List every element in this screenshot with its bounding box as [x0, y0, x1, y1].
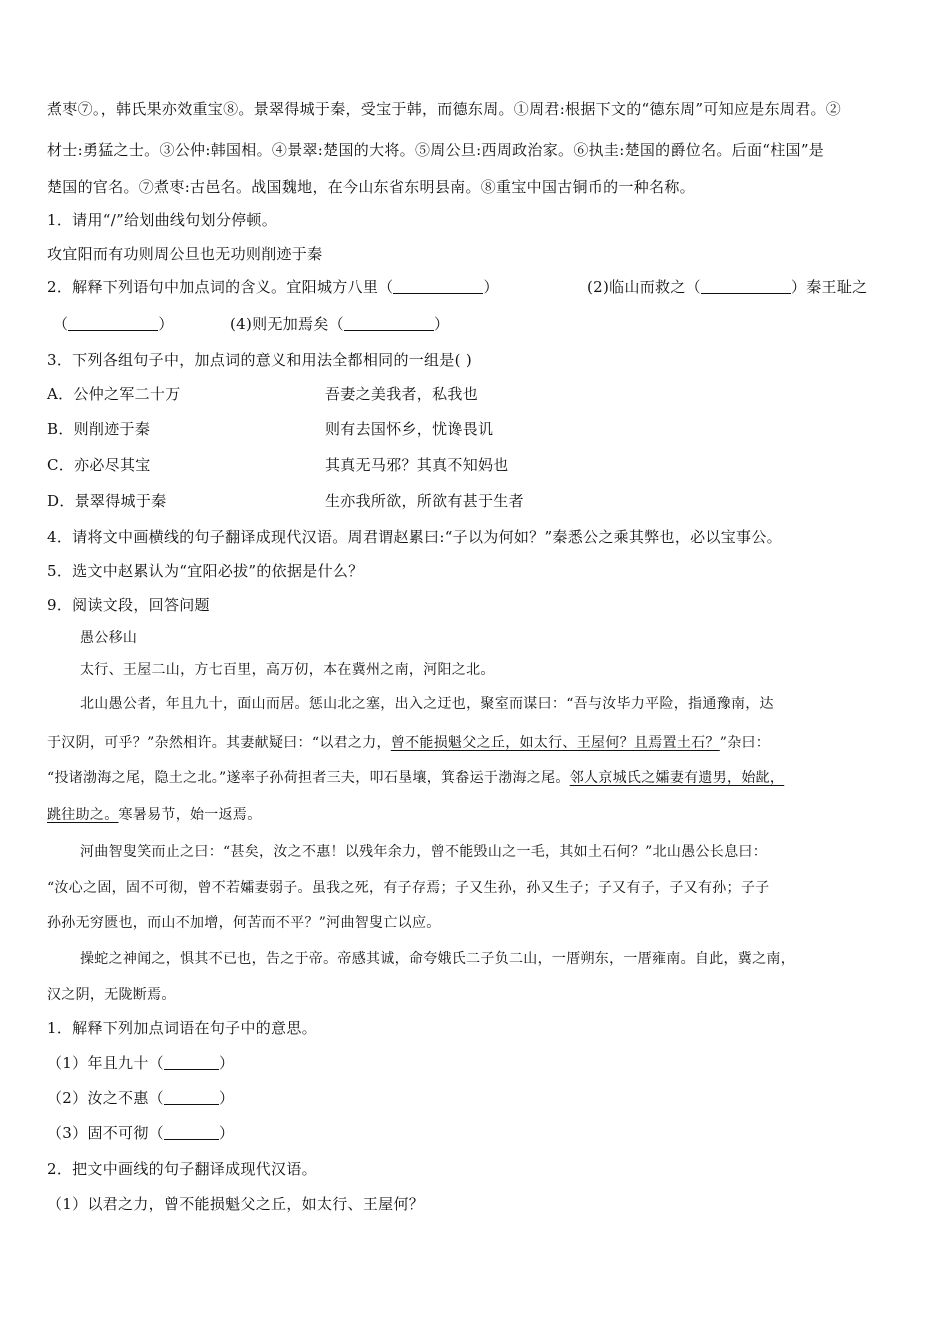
answer-blank-2[interactable]: [701, 279, 791, 294]
option-a: [47, 384, 910, 404]
sub-question-1-prompt: 1．解释下列加点词语在句子中的意思。: [47, 1019, 317, 1037]
answer-blank-3[interactable]: [68, 316, 158, 331]
option-d-right: 生亦我所欲，所欲有甚于生者: [325, 492, 524, 510]
option-a-right: 吾妻之美我者，私我也: [325, 385, 479, 403]
bracket-close: ）: [433, 315, 450, 333]
answer-blank-4[interactable]: [344, 316, 434, 331]
passage-p2-line-4: [47, 805, 910, 825]
item-4-label: (4)则无加焉矣（: [230, 315, 344, 333]
option-b-left: B．则削迹于秦: [47, 420, 151, 438]
bracket-close: ）: [483, 278, 499, 296]
option-a-left: A．公仲之军二十万: [47, 385, 181, 403]
underlined-sentence-1: 曾不能损魁父之丘，如太行、王屋何？且焉置土石？: [390, 735, 720, 751]
answer-blank[interactable]: [164, 1090, 219, 1105]
item-label: （2）汝之不惠（: [47, 1089, 164, 1107]
answer-blank[interactable]: [164, 1125, 219, 1140]
notes-line-3: 楚国的官名。⑦煮枣:古邑名。战国魏地，在今山东省东明县南。⑧重宝中国古铜币的一种名称。: [47, 178, 695, 196]
sub-question-2-prompt: 2．把文中画线的句子翻译成现代汉语。: [47, 1160, 317, 1178]
underlined-sentence-2: 邻人京城氏之孀妻有遗男，始龀，: [569, 770, 785, 786]
question-5-prompt: 5．选文中赵累认为“宜阳必拔”的依据是什么？: [47, 562, 364, 580]
underlined-sentence-2-end: 跳往助之。: [47, 807, 119, 823]
sub-question-1-item-3: [47, 1123, 910, 1143]
bracket-close: ）: [158, 315, 174, 333]
passage-p1: 太行、王屋二山，方七百里，高万仞，本在冀州之南，河阳之北。: [80, 662, 495, 678]
option-d-left: D．景翠得城于秦: [47, 492, 167, 510]
answer-blank-1[interactable]: [393, 279, 483, 294]
question-4-prompt: 4．请将文中画横线的句子翻译成现代汉语。周君谓赵累曰:“子以为何如？”秦悉公之乘其弊也，必以宝事公。: [47, 528, 782, 546]
passage-p3-line-3: 孙孙无穷匮也，而山不加增，何苦而不平？”河曲智叟亡以应。: [47, 915, 441, 931]
p2-line-2-tail: ”杂曰：: [719, 735, 771, 751]
question-3-prompt: 3．下列各组句子中，加点词的意义和用法全都相同的一组是( ): [47, 351, 473, 369]
question-2-line-2: [53, 314, 910, 334]
sub-question-2-item-1: （1）以君之力，曾不能损魁父之丘，如太行、王屋何？: [47, 1195, 425, 1213]
passage-p2-line-3: [47, 768, 910, 788]
question-1-prompt: 1．请用“/”给划曲线句划分停顿。: [47, 211, 278, 229]
section-9-heading: 9．阅读文段，回答问题: [47, 596, 210, 614]
passage-p2-line-1: 北山愚公者，年且九十，面山而居。惩山北之塞，出入之迂也，聚室而谋曰：“吾与汝毕力平险，指通豫南，达: [80, 696, 774, 712]
passage-p4-line-2: 汉之阴，无陇断焉。: [47, 987, 176, 1003]
notes-line-2: 材士:勇猛之士。③公仲:韩国相。④景翠:楚国的大将。⑤周公旦:西周政治家。⑥执圭:楚国的爵位名。后面“柱国”是: [47, 141, 825, 159]
option-c-right: 其真无马邪？其真不知妈也: [325, 456, 509, 474]
p2-line-4-text: 寒暑易节，始一返焉。: [118, 807, 262, 823]
bracket-open: （: [53, 315, 69, 333]
option-c: [47, 455, 910, 475]
passage-p2-line-2: [47, 733, 910, 753]
passage-p3-line-2: “汝心之固，固不可彻，曾不若孀妻弱子。虽我之死，有子存焉；子又生孙，孙又生子；子又有子，子又有孙；子子: [47, 880, 770, 896]
item-2-label: (2)临山而救之（: [587, 278, 701, 296]
option-b-right: 则有去国怀乡，忧谗畏讥: [325, 420, 494, 438]
passage-title: 愚公移山: [80, 630, 138, 646]
question-2-item-2: [587, 277, 867, 297]
sub-question-1-item-2: [47, 1088, 910, 1108]
option-d: [47, 491, 910, 511]
option-b: [47, 419, 910, 439]
bracket-close: ）: [218, 1089, 235, 1107]
item-label: （1）年且九十（: [47, 1054, 164, 1072]
answer-blank[interactable]: [164, 1055, 219, 1070]
bracket-close: ）: [218, 1124, 235, 1142]
question-2-line-1: [47, 277, 910, 297]
question-2-prompt: 2．解释下列语句中加点词的含义。宜阳城方八里（: [47, 278, 394, 296]
item-3-label: ）秦王耻之: [790, 278, 868, 296]
p2-line-3-text: “投诸渤海之尾，隐土之北。”遂率子孙荷担者三夫，叩石垦壤，箕畚运于渤海之尾。: [47, 770, 570, 786]
notes-line-1: 煮枣⑦。，韩氏果亦效重宝⑧。景翠得城于秦，受宝于韩，而德东周。①周君:根据下文的“德东周”可知应是东周君。②: [47, 100, 842, 118]
p2-line-2-text: 于汉阴，可乎？”杂然相许。其妻献疑曰：“以君之力，: [47, 735, 391, 751]
question-2-item-4: [230, 314, 449, 334]
question-1-sentence: 攻宜阳而有功则周公旦也无功则削迹于秦: [47, 245, 323, 263]
item-label: （3）固不可彻（: [47, 1124, 164, 1142]
sub-question-1-item-1: [47, 1053, 910, 1073]
bracket-close: ）: [218, 1054, 235, 1072]
passage-p4-line-1: 操蛇之神闻之，惧其不已也，告之于帝。帝感其诚，命夸娥氏二子负二山，一厝朔东，一厝雍南。自此，冀之南，: [80, 951, 795, 967]
option-c-left: C．亦必尽其宝: [47, 456, 151, 474]
passage-p3-line-1: 河曲智叟笑而止之曰：“甚矣，汝之不惠！以残年余力，曾不能毁山之一毛，其如土石何？”北山愚公长息曰：: [80, 844, 768, 860]
